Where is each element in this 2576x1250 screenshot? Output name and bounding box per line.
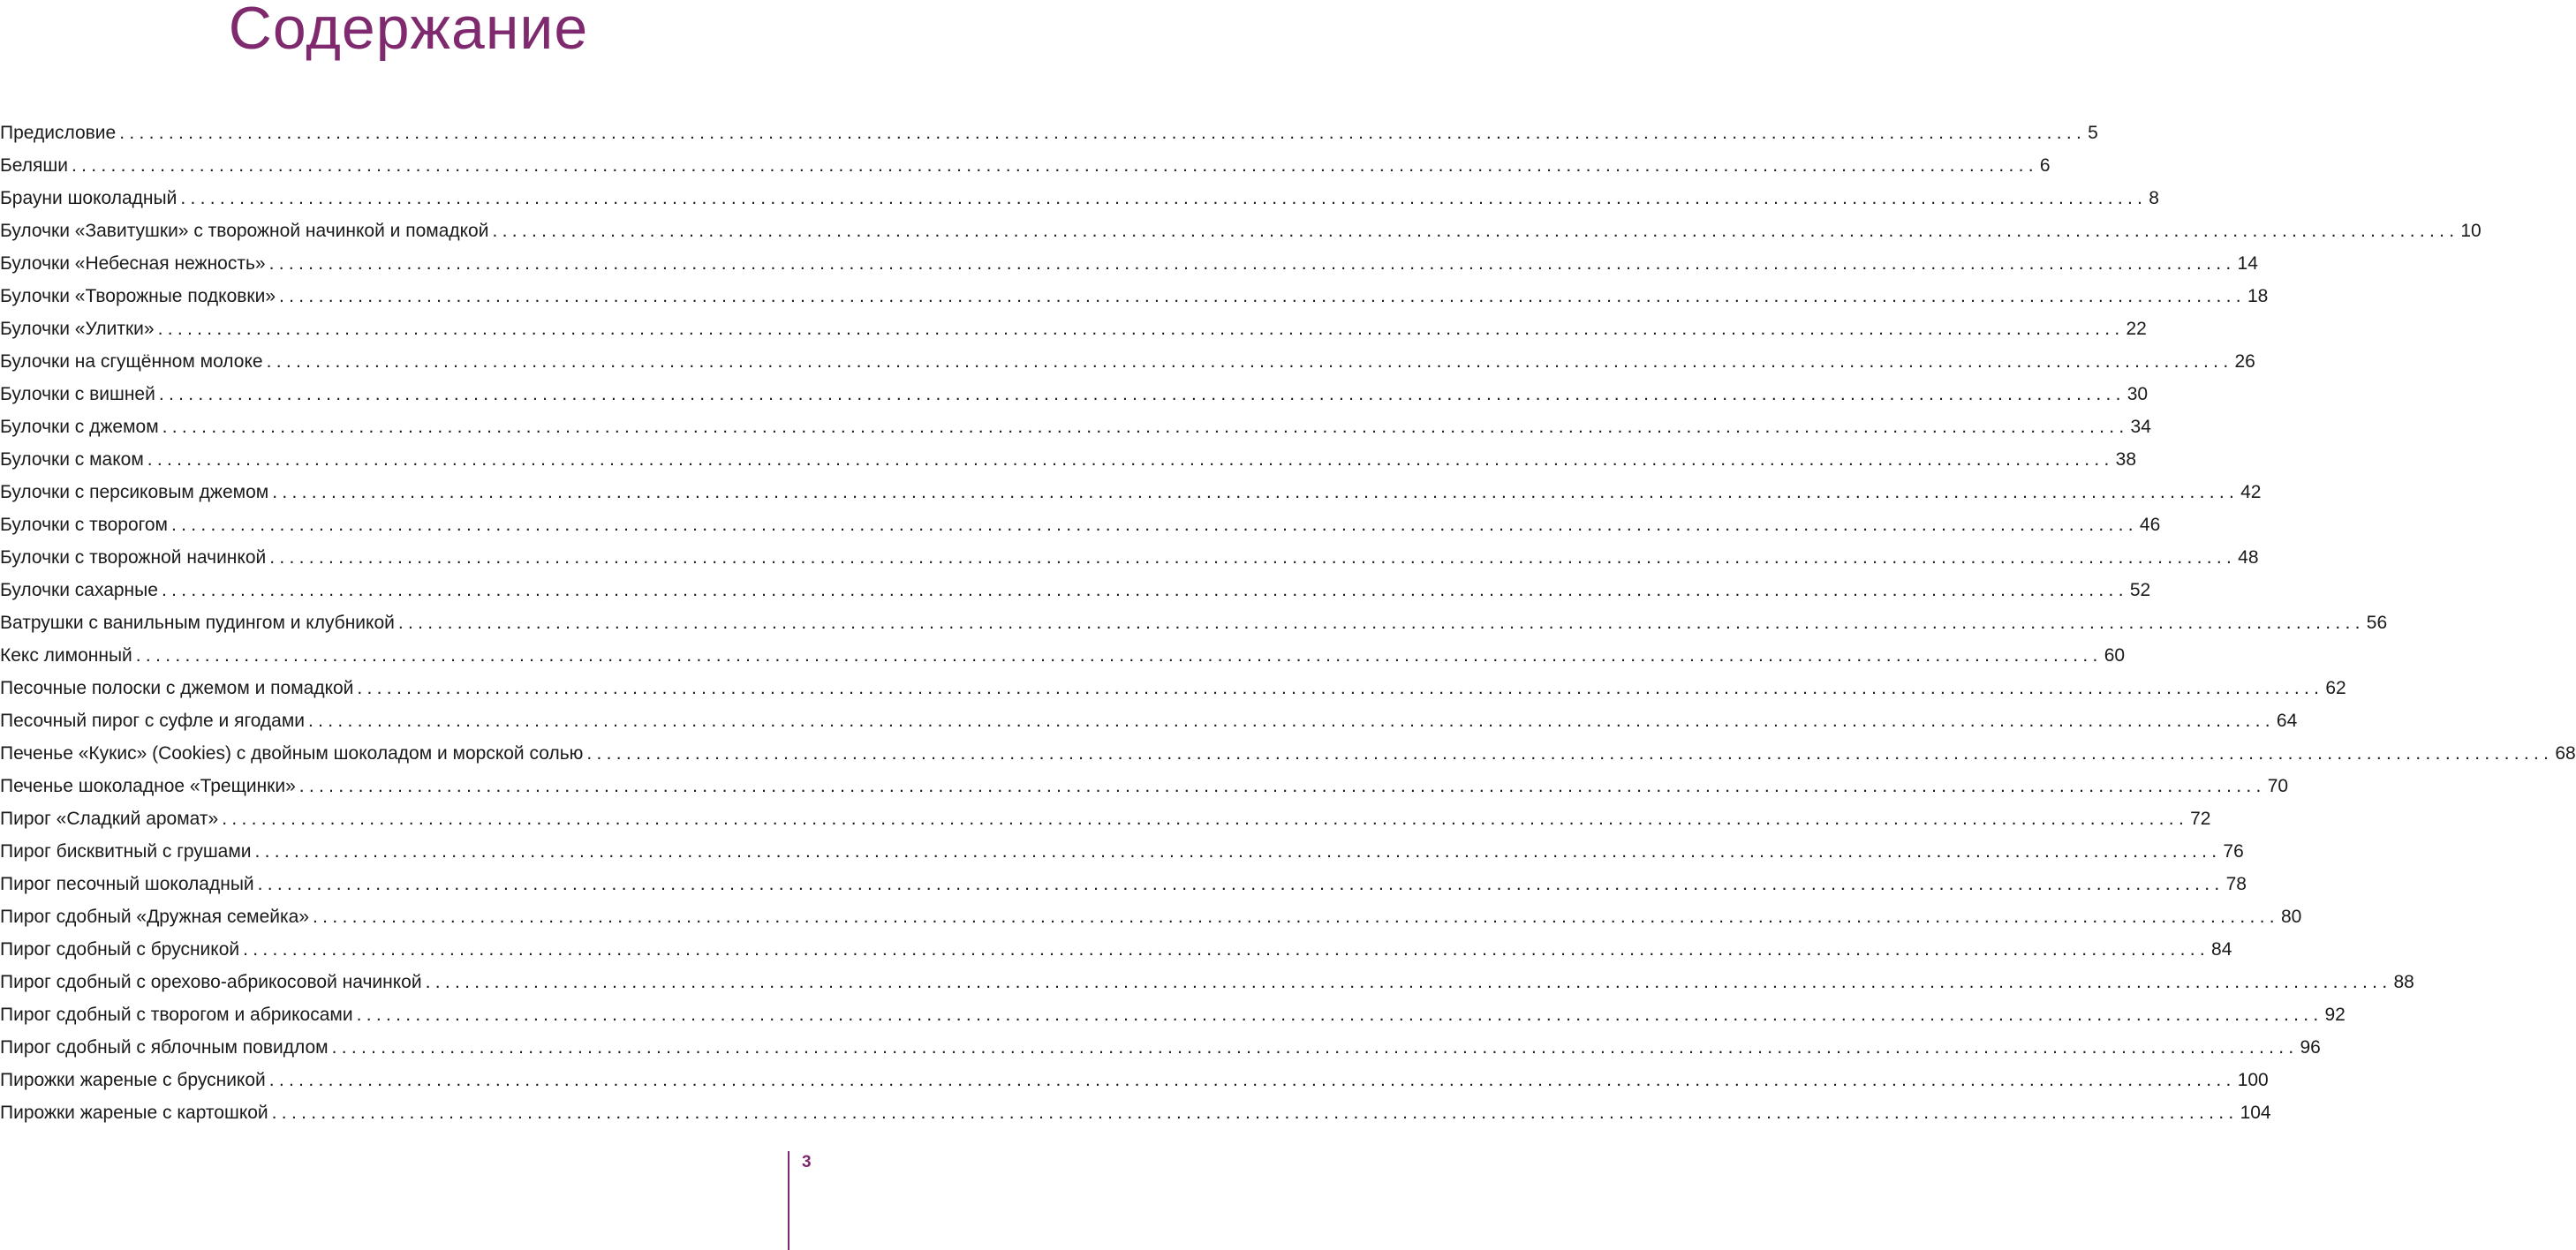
toc-entry[interactable]: [0, 966, 2414, 998]
toc-entry-page: 5: [2088, 123, 2098, 143]
toc-entry[interactable]: [0, 574, 2151, 606]
toc-entry[interactable]: [0, 182, 2159, 215]
toc-entry-title: Беляши: [0, 155, 68, 176]
toc-entry-title: Булочки с вишней: [0, 384, 155, 404]
toc-entry[interactable]: [0, 215, 2482, 247]
page-number: 3: [802, 1153, 812, 1171]
toc-entry-title: Булочки «Творожные подковки»: [0, 286, 276, 306]
toc-dot-leader: ........................................................................................................................................................................................................: [586, 743, 2554, 764]
toc-entry[interactable]: [0, 378, 2149, 410]
toc-entry-page: 52: [2129, 580, 2151, 600]
toc-entry[interactable]: [0, 868, 2247, 900]
toc-entry-page: 78: [2225, 874, 2247, 894]
toc-entry-title: Булочки с джемом: [0, 417, 159, 437]
toc-entry-page: 14: [2237, 253, 2258, 274]
toc-entry-title: Печенье шоколадное «Трещинки»: [0, 776, 296, 796]
toc-dot-leader: ........................................................................................................................................................................................................: [272, 482, 2240, 502]
toc-entry-title: Ватрушки с ванильным пудингом и клубникой: [0, 613, 395, 633]
toc-entry-page: 104: [2240, 1103, 2271, 1123]
toc-entry-page: 92: [2324, 1005, 2346, 1025]
toc-entry[interactable]: [0, 1096, 2271, 1129]
toc-entry-page: 34: [2130, 417, 2151, 437]
page-title: Содержание: [228, 0, 589, 62]
toc-dot-leader: ........................................................................................................................................................................................................: [279, 286, 2246, 306]
toc-dot-leader: ........................................................................................................................................................................................................: [147, 449, 2114, 470]
toc-entry-title: Пирог сдобный с яблочным повидлом: [0, 1037, 329, 1058]
toc-dot-leader: ........................................................................................................................................................................................................: [357, 678, 2324, 698]
toc-entry-title: Булочки с персиковым джемом: [0, 482, 269, 502]
toc-dot-leader: ........................................................................................................................................................................................................: [222, 809, 2189, 829]
toc-entry-title: Кекс лимонный: [0, 645, 132, 666]
toc-entry-title: Печенье «Кукис» (Cookies) с двойным шоколадом и морской солью: [0, 743, 584, 764]
toc-entry-page: 10: [2460, 221, 2482, 241]
toc-entry-title: Булочки с маком: [0, 449, 144, 470]
toc-entry-title: Булочки с творогом: [0, 515, 168, 535]
toc-entry-title: Булочки с творожной начинкой: [0, 547, 267, 568]
toc-entry-page: 46: [2139, 515, 2161, 535]
toc-dot-leader: ........................................................................................................................................................................................................: [254, 841, 2222, 862]
toc-entry-page: 72: [2190, 809, 2211, 829]
toc-entry-page: 100: [2237, 1070, 2269, 1090]
toc-entry[interactable]: [0, 247, 2258, 280]
toc-entry[interactable]: [0, 1031, 2321, 1064]
toc-entry-page: 30: [2127, 384, 2149, 404]
toc-dot-leader: ........................................................................................................................................................................................................: [313, 907, 2279, 927]
toc-entry[interactable]: [0, 770, 2289, 802]
toc-entry-page: 64: [2276, 711, 2298, 731]
toc-entry-page: 84: [2211, 939, 2232, 960]
toc-entry-page: 22: [2126, 319, 2147, 339]
toc-dot-leader: ........................................................................................................................................................................................................: [397, 613, 2365, 633]
toc-dot-leader: ........................................................................................................................................................................................................: [243, 939, 2210, 960]
toc-entry-title: Булочки «Завитушки» с творожной начинкой и помадкой: [0, 221, 489, 241]
toc-dot-leader: ........................................................................................................................................................................................................: [356, 1005, 2323, 1025]
toc-entry-page: 18: [2247, 286, 2269, 306]
toc-entry-title: Булочки сахарные: [0, 580, 158, 600]
toc-entry[interactable]: [0, 312, 2147, 345]
toc-entry-page: 62: [2325, 678, 2346, 698]
toc-dot-leader: ........................................................................................................................................................................................................: [269, 547, 2237, 568]
toc-dot-leader: ........................................................................................................................................................................................................: [257, 874, 2225, 894]
toc-entry-title: Пирог сдобный «Дружная семейка»: [0, 907, 310, 927]
toc-entry-title: Предисловие: [0, 123, 117, 143]
toc-entry[interactable]: [0, 280, 2269, 312]
toc-entry[interactable]: [0, 606, 2388, 639]
toc-dot-leader: ........................................................................................................................................................................................................: [157, 319, 2125, 339]
toc-dot-leader: ........................................................................................................................................................................................................: [71, 155, 2038, 176]
toc-entry-page: 60: [2104, 645, 2126, 666]
toc-entry-page: 70: [2267, 776, 2289, 796]
toc-dot-leader: ........................................................................................................................................................................................................: [162, 417, 2129, 437]
toc-entry-title: Брауни шоколадный: [0, 188, 178, 208]
toc-entry[interactable]: [0, 737, 2576, 770]
toc-dot-leader: ........................................................................................................................................................................................................: [161, 580, 2128, 600]
toc-dot-leader: ........................................................................................................................................................................................................: [266, 351, 2233, 372]
toc-dot-leader: ........................................................................................................................................................................................................: [268, 253, 2236, 274]
table-of-contents: [0, 117, 2576, 1129]
toc-entry[interactable]: [0, 802, 2211, 835]
toc-dot-leader: ........................................................................................................................................................................................................: [180, 188, 2148, 208]
toc-entry-title: Булочки «Небесная нежность»: [0, 253, 266, 274]
toc-entry[interactable]: [0, 998, 2346, 1031]
toc-entry[interactable]: [0, 639, 2126, 672]
toc-entry[interactable]: [0, 704, 2298, 737]
toc-entry-title: Пирог «Сладкий аромат»: [0, 809, 219, 829]
toc-entry-title: Пирог песочный шоколадный: [0, 874, 254, 894]
toc-entry-page: 6: [2039, 155, 2051, 176]
toc-entry[interactable]: [0, 117, 2098, 149]
toc-entry[interactable]: [0, 476, 2262, 508]
toc-dot-leader: ........................................................................................................................................................................................................: [170, 515, 2138, 535]
toc-entry-title: Пирожки жареные с картошкой: [0, 1103, 268, 1123]
toc-dot-leader: ........................................................................................................................................................................................................: [425, 972, 2392, 992]
toc-entry[interactable]: [0, 345, 2255, 378]
toc-entry-page: 48: [2238, 547, 2259, 568]
toc-dot-leader: ........................................................................................................................................................................................................: [298, 776, 2266, 796]
toc-entry-title: Пирожки жареные с брусникой: [0, 1070, 266, 1090]
toc-dot-leader: ........................................................................................................................................................................................................: [492, 221, 2459, 241]
toc-entry-title: Пирог сдобный с орехово-абрикосовой начинкой: [0, 972, 422, 992]
toc-entry-page: 8: [2149, 188, 2159, 208]
toc-entry[interactable]: [0, 410, 2151, 443]
toc-entry-page: 56: [2366, 613, 2388, 633]
toc-entry-title: Песочные полоски с джемом и помадкой: [0, 678, 354, 698]
toc-entry[interactable]: [0, 835, 2244, 868]
toc-entry[interactable]: [0, 149, 2051, 182]
toc-entry[interactable]: [0, 900, 2302, 933]
toc-entry-page: 26: [2234, 351, 2255, 372]
toc-dot-leader: ........................................................................................................................................................................................................: [331, 1037, 2299, 1058]
page-number-rule: [788, 1151, 789, 1250]
toc-entry-page: 42: [2240, 482, 2262, 502]
toc-entry[interactable]: [0, 541, 2259, 574]
toc-entry-page: 96: [2300, 1037, 2321, 1058]
toc-entry-title: Песочный пирог с суфле и ягодами: [0, 711, 306, 731]
toc-entry-title: Булочки на сгущённом молоке: [0, 351, 263, 372]
toc-dot-leader: ........................................................................................................................................................................................................: [135, 645, 2103, 666]
toc-entry-title: Пирог сдобный с творогом и абрикосами: [0, 1005, 353, 1025]
toc-dot-leader: ........................................................................................................................................................................................................: [268, 1070, 2236, 1090]
toc-entry[interactable]: [0, 933, 2232, 966]
toc-entry-page: 88: [2393, 972, 2414, 992]
toc-entry-title: Пирог сдобный с брусникой: [0, 939, 240, 960]
toc-dot-leader: ........................................................................................................................................................................................................: [119, 123, 2087, 143]
toc-entry-title: Пирог бисквитный с грушами: [0, 841, 252, 862]
toc-entry-page: 38: [2115, 449, 2137, 470]
toc-dot-leader: ........................................................................................................................................................................................................: [308, 711, 2275, 731]
toc-entry[interactable]: [0, 672, 2346, 704]
toc-entry[interactable]: [0, 508, 2161, 541]
toc-entry-title: Булочки «Улитки»: [0, 319, 155, 339]
toc-entry[interactable]: [0, 443, 2137, 476]
toc-entry-page: 68: [2555, 743, 2576, 764]
toc-dot-leader: ........................................................................................................................................................................................................: [271, 1103, 2239, 1123]
toc-dot-leader: ........................................................................................................................................................................................................: [158, 384, 2126, 404]
toc-entry-page: 76: [2223, 841, 2244, 862]
toc-entry[interactable]: [0, 1064, 2269, 1096]
toc-entry-page: 80: [2280, 907, 2302, 927]
